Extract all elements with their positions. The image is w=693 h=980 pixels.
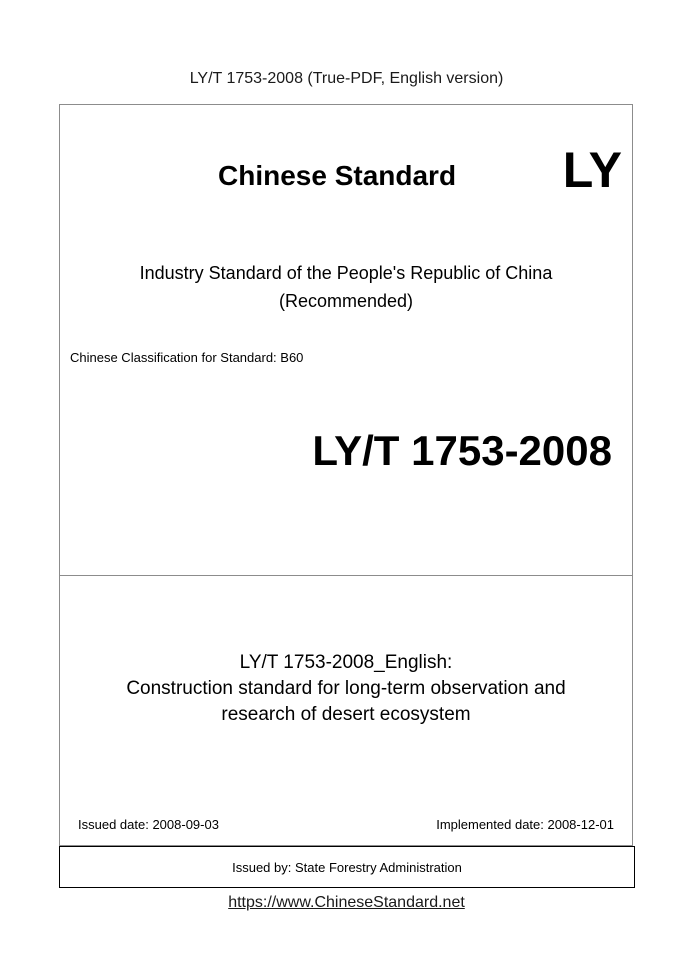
subtitle-line: (Recommended) <box>278 291 414 311</box>
issuer-box <box>59 846 635 888</box>
issuer-label: Issued by: State Forestry Administration <box>232 859 462 875</box>
implemented-date: Implemented date: 2008-12-01 <box>436 817 614 832</box>
standard-number: LY/T 1753-2008 <box>312 427 612 474</box>
document-header: LY/T 1753-2008 (True-PDF, English version) <box>189 70 504 87</box>
section-divider <box>60 575 632 576</box>
issued-date: Issued date: 2008-09-03 <box>78 817 219 832</box>
cover-frame <box>59 104 633 846</box>
subtitle-line: Industry Standard of the People's Republic of China <box>139 263 553 283</box>
classification-label: Chinese Classification for Standard: B60 <box>70 350 304 365</box>
website-link[interactable]: https://www.ChineseStandard.net <box>228 894 465 911</box>
title-line: research of desert ecosystem <box>221 704 471 725</box>
subtitle <box>60 259 632 315</box>
title-line: Construction standard for long-term observation and <box>126 678 566 699</box>
title-line: LY/T 1753-2008_English: <box>239 652 453 673</box>
brand-title: Chinese Standard <box>218 160 457 191</box>
document-title <box>60 650 632 728</box>
brand-code: LY <box>562 142 622 198</box>
